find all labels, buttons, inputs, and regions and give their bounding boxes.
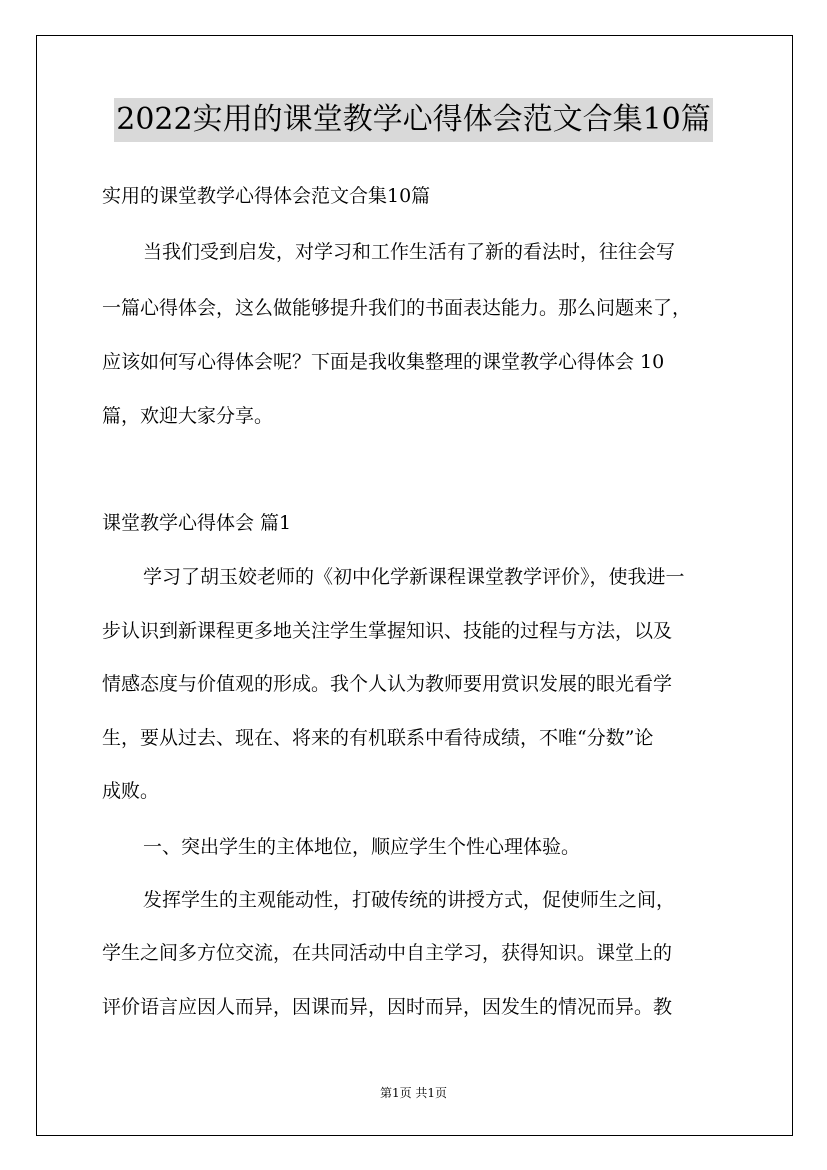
- intro-line: 一篇心得体会，这么做能够提升我们的书面表达能力。那么问题来了，: [102, 297, 692, 319]
- paragraph-line: 学习了胡玉姣老师的《初中化学新课程课堂教学评价》，使我进一: [143, 566, 685, 588]
- title-wrapper: [0, 98, 827, 142]
- paragraph-line: 学生之间多方位交流，在共同活动中自主学习，获得知识。课堂上的: [102, 942, 673, 964]
- paragraph-line: 步认识到新课程更多地关注学生掌握知识、技能的过程与方法，以及: [102, 620, 673, 642]
- section-heading: 课堂教学心得体会 篇1: [102, 512, 292, 534]
- paragraph-line: 发挥学生的主观能动性，打破传统的讲授方式，促使师生之间，: [143, 889, 676, 911]
- page-footer: 第1页 共1页: [379, 1086, 448, 1100]
- document-title: 2022实用的课堂教学心得体会范文合集10篇: [114, 98, 713, 142]
- paragraph-line: 评价语言应因人而异，因课而异，因时而异，因发生的情况而异。教: [102, 996, 673, 1018]
- paragraph-line: 成败。: [102, 780, 160, 802]
- subtitle: 实用的课堂教学心得体会范文合集10篇: [102, 185, 431, 207]
- paragraph-line: 生，要从过去、现在、将来的有机联系中看待成绩，不唯“分数”论: [102, 727, 654, 749]
- intro-line: 当我们受到启发，对学习和工作生活有了新的看法时，往往会写: [143, 241, 676, 263]
- paragraph-line: 情感态度与价值观的形成。我个人认为教师要用赏识发展的眼光看学: [102, 673, 673, 695]
- point-heading: 一、突出学生的主体地位，顺应学生个性心理体验。: [143, 836, 581, 858]
- intro-line: 篇，欢迎大家分享。: [102, 405, 274, 427]
- intro-line: 应该如何写心得体会呢？下面是我收集整理的课堂教学心得体会 10: [102, 351, 665, 373]
